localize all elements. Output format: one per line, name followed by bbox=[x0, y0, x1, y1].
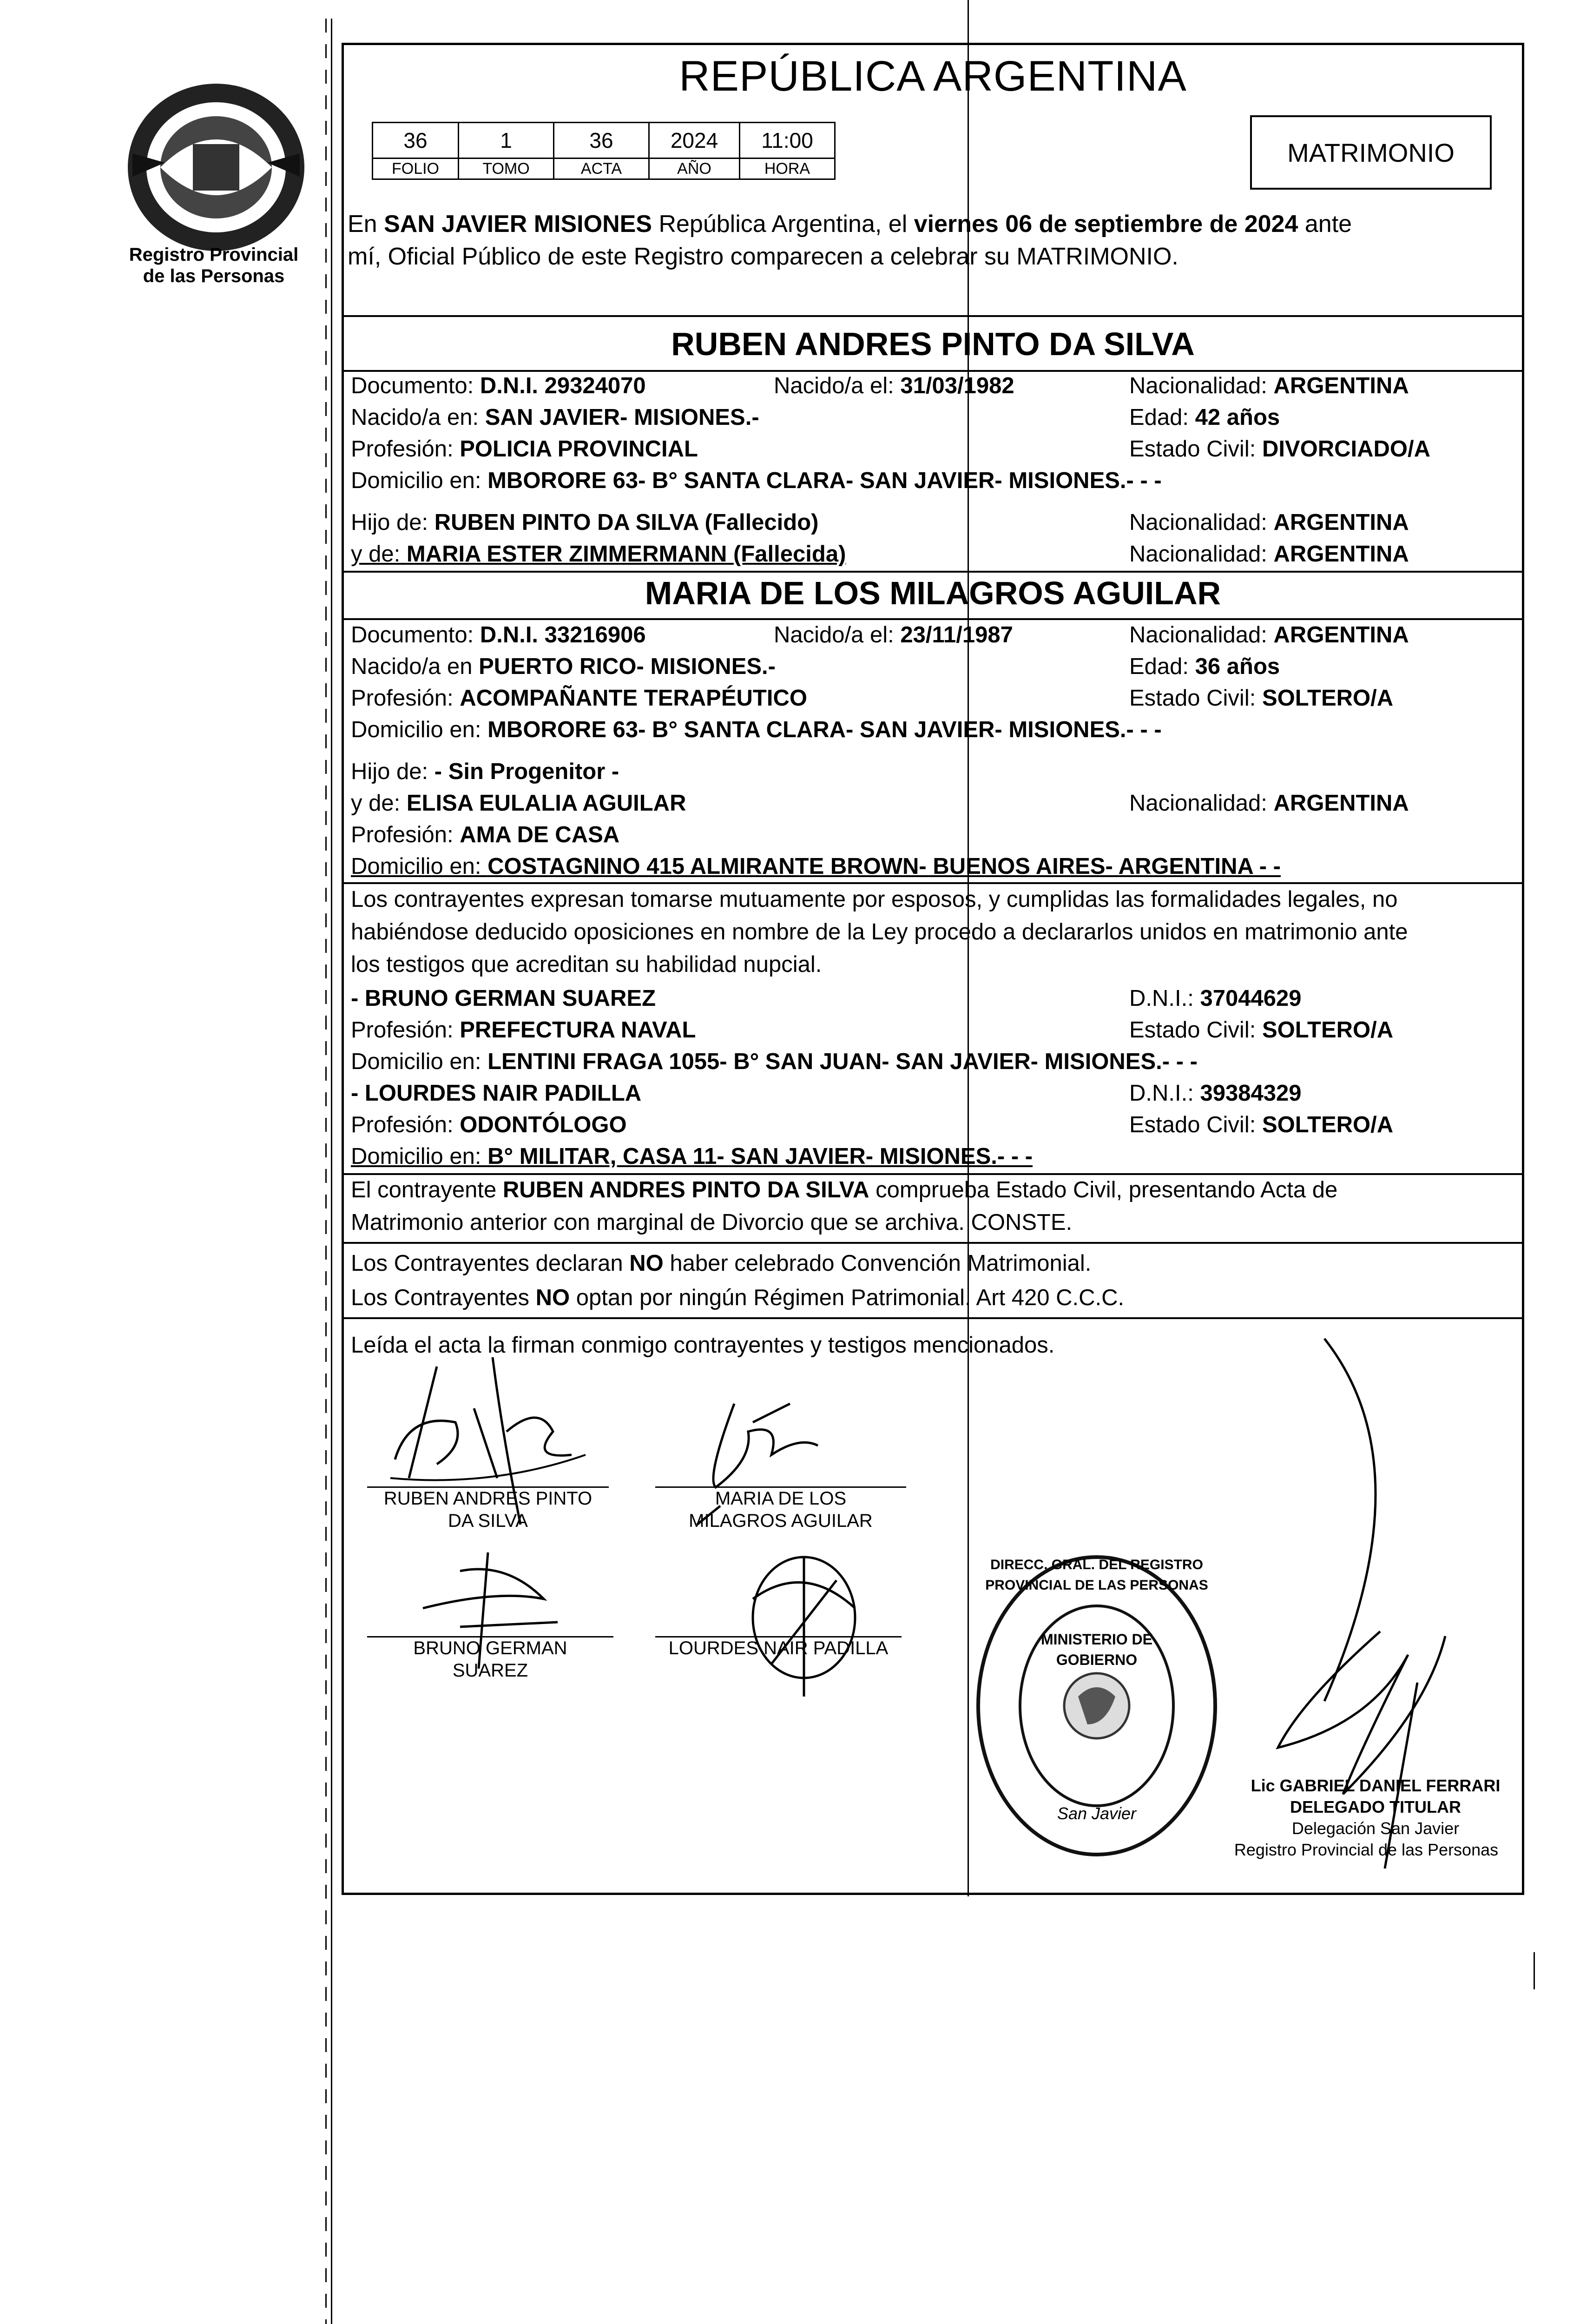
groom-nat-value: ARGENTINA bbox=[1273, 373, 1409, 398]
bride-sig-line1: MARIA DE LOS bbox=[715, 1488, 847, 1509]
groom-age bbox=[1129, 403, 1280, 431]
bride-mother-address-value: COSTAGNINO 415 ALMIRANTE BROWN- BUENOS AIRES- ARGENTINA - - bbox=[487, 854, 1281, 879]
groom-father-nat-value: ARGENTINA bbox=[1273, 510, 1409, 535]
witness-1-job-label: Profesión: bbox=[351, 1017, 460, 1043]
hora-value: 11:00 bbox=[740, 123, 835, 158]
groom-age-value: 42 años bbox=[1195, 405, 1280, 430]
witness-2-dni bbox=[1129, 1079, 1301, 1107]
civil-status-note-line-2: Matrimonio anterior con marginal de Divorcio que se archiva. CONSTE. bbox=[351, 1210, 1073, 1235]
groom-address bbox=[351, 467, 1162, 495]
declaration-line-2: habiéndose deducido oposiciones en nombre de la Ley procedo a declararlos unidos en matrimonio ante bbox=[351, 919, 1408, 944]
groom-sig-line2: DA SILVA bbox=[448, 1511, 528, 1531]
bride-mother-nat bbox=[1129, 789, 1409, 817]
witness-1-civil-label: Estado Civil: bbox=[1129, 1017, 1262, 1043]
intro-date: viernes 06 de septiembre de 2024 bbox=[914, 211, 1298, 238]
witness-1-name: - BRUNO GERMAN SUAREZ bbox=[351, 986, 656, 1011]
groom-father bbox=[351, 508, 818, 536]
divider-7 bbox=[344, 1242, 1524, 1244]
bride-birthplace bbox=[351, 653, 776, 680]
declaration-line-1: Los contrayentes expresan tomarse mutuamente por esposos, y cumplidas las formalidades legales, no bbox=[351, 887, 1398, 912]
intro-line-2: mí, Oficial Público de este Registro comparecen a celebrar su MATRIMONIO. bbox=[348, 243, 1178, 270]
intro-place: SAN JAVIER MISIONES bbox=[384, 211, 652, 238]
groom-mother-label: y de: bbox=[351, 541, 407, 567]
civil-note-prefix: El contrayente bbox=[351, 1177, 503, 1202]
bride-father-label: Hijo de: bbox=[351, 759, 434, 784]
witness-1-civil-value: SOLTERO/A bbox=[1262, 1017, 1394, 1043]
margin-line-1 bbox=[325, 19, 327, 2324]
bride-age bbox=[1129, 653, 1280, 680]
acta-label: ACTA bbox=[554, 158, 649, 179]
reg-bold: NO bbox=[535, 1285, 570, 1310]
folio-value: 36 bbox=[373, 123, 459, 158]
witness-2-civil-label: Estado Civil: bbox=[1129, 1112, 1262, 1137]
record-reference-table bbox=[372, 122, 836, 180]
civil-note-suffix: comprueba Estado Civil, presentando Acta de bbox=[869, 1177, 1338, 1202]
bride-job-value: ACOMPAÑANTE TERAPÉUTICO bbox=[460, 686, 807, 711]
groom-mother-nat-value: ARGENTINA bbox=[1273, 541, 1409, 567]
bride-nat bbox=[1129, 621, 1409, 649]
groom-father-label: Hijo de: bbox=[351, 510, 434, 535]
bride-nat-value: ARGENTINA bbox=[1273, 622, 1409, 647]
divider-3 bbox=[344, 571, 1524, 573]
groom-doc bbox=[351, 372, 646, 400]
groom-born-value: 31/03/1982 bbox=[900, 373, 1014, 398]
registry-label bbox=[112, 244, 316, 287]
intro-suffix: ante bbox=[1298, 211, 1352, 238]
civil-status-note bbox=[351, 1176, 1337, 1204]
witness-1-address bbox=[351, 1048, 1198, 1076]
bride-born-label: Nacido/a el: bbox=[774, 622, 901, 647]
divider-1 bbox=[344, 315, 1524, 317]
groom-civil-value: DIVORCIADO/A bbox=[1262, 436, 1431, 462]
witness-2-address-label: Domicilio en: bbox=[351, 1144, 488, 1169]
bride-mother-job bbox=[351, 821, 619, 849]
intro-line-1 bbox=[348, 210, 1352, 238]
divider-6 bbox=[344, 1173, 1524, 1175]
witness-2-job-label: Profesión: bbox=[351, 1112, 460, 1137]
groom-nat bbox=[1129, 372, 1409, 400]
officer-title: DELEGADO TITULAR bbox=[1290, 1797, 1461, 1816]
bride-mother-label: y de: bbox=[351, 791, 407, 816]
witness-1-address-label: Domicilio en: bbox=[351, 1049, 488, 1074]
bride-age-label: Edad: bbox=[1129, 654, 1195, 679]
bride-age-value: 36 años bbox=[1195, 654, 1280, 679]
misiones-province-seal bbox=[118, 74, 314, 260]
margin-line-2 bbox=[331, 19, 332, 2324]
bride-birthplace-label: Nacido/a en bbox=[351, 654, 479, 679]
bride-mother-nat-label: Nacionalidad: bbox=[1129, 791, 1274, 816]
registry-label-line1: Registro Provincial bbox=[129, 244, 299, 265]
bride-father-value: - Sin Progenitor - bbox=[434, 759, 619, 784]
acta-value: 36 bbox=[554, 123, 649, 158]
groom-nat-label: Nacionalidad: bbox=[1129, 373, 1274, 398]
groom-job-value: POLICIA PROVINCIAL bbox=[460, 436, 698, 462]
groom-mother-value: MARIA ESTER ZIMMERMANN (Fallecida) bbox=[406, 541, 846, 567]
witness-2-dni-label: D.N.I.: bbox=[1129, 1081, 1200, 1106]
witness-2-signature bbox=[725, 1543, 892, 1710]
conv-suffix: haber celebrado Convención Matrimonial. bbox=[663, 1251, 1092, 1276]
witness-2-address-value: B° MILITAR, CASA 11- SAN JAVIER- MISIONES.- - - bbox=[487, 1144, 1033, 1169]
witness-2-job bbox=[351, 1111, 627, 1139]
groom-mother bbox=[351, 540, 846, 568]
officer-registry: Registro Provincial de las Personas bbox=[1234, 1840, 1499, 1859]
witness1-sig-line1: BRUNO GERMAN bbox=[413, 1638, 567, 1658]
groom-mother-nat bbox=[1129, 540, 1409, 568]
witness-2-civil bbox=[1129, 1111, 1393, 1139]
hora-label: HORA bbox=[740, 158, 835, 179]
groom-address-value: MBORORE 63- B° SANTA CLARA- SAN JAVIER- MISIONES.- - - bbox=[487, 468, 1162, 493]
bride-civil-value: SOLTERO/A bbox=[1262, 686, 1394, 711]
groom-doc-label: Documento: bbox=[351, 373, 480, 398]
stamp-ring-text: DIRECC. GRAL. DEL REGISTRO PROVINCIAL DE LAS PERSONAS bbox=[985, 1557, 1208, 1593]
folio-label: FOLIO bbox=[373, 158, 459, 179]
groom-sig-line1: RUBEN ANDRES PINTO bbox=[383, 1488, 592, 1509]
conv-prefix: Los Contrayentes declaran bbox=[351, 1251, 630, 1276]
groom-signature bbox=[353, 1339, 641, 1534]
bride-mother-job-label: Profesión: bbox=[351, 822, 460, 847]
bride-doc-value: D.N.I. 33216906 bbox=[480, 622, 646, 647]
groom-address-label: Domicilio en: bbox=[351, 468, 488, 493]
witness-2-name: - LOURDES NAIR PADILLA bbox=[351, 1081, 642, 1106]
read-note: Leída el acta la firman conmigo contrayentes y testigos mencionados. bbox=[351, 1333, 1055, 1358]
witness-1-dni-label: D.N.I.: bbox=[1129, 986, 1200, 1011]
scan-mark-right bbox=[1534, 1952, 1535, 1989]
reg-prefix: Los Contrayentes bbox=[351, 1285, 536, 1310]
groom-birthplace bbox=[351, 403, 759, 431]
groom-birthplace-label: Nacido/a en: bbox=[351, 405, 485, 430]
groom-birthplace-value: SAN JAVIER- MISIONES.- bbox=[485, 405, 759, 430]
regime-note bbox=[351, 1284, 1124, 1312]
witness-1-dni-value: 37044629 bbox=[1200, 986, 1302, 1011]
reg-suffix: optan por ningún Régimen Patrimonial. Art 420 C.C.C. bbox=[570, 1285, 1125, 1310]
tomo-value: 1 bbox=[459, 123, 554, 158]
page-title: REPÚBLICA ARGENTINA bbox=[679, 53, 1187, 100]
bride-born bbox=[774, 621, 1013, 649]
bride-born-value: 23/11/1987 bbox=[900, 622, 1013, 647]
bride-nat-label: Nacionalidad: bbox=[1129, 622, 1274, 647]
groom-father-nat-label: Nacionalidad: bbox=[1129, 510, 1274, 535]
bride-mother-value: ELISA EULALIA AGUILAR bbox=[406, 791, 686, 816]
bride-mother-address-label: Domicilio en: bbox=[351, 854, 488, 879]
ano-label: AÑO bbox=[649, 158, 740, 179]
registry-label-line2: de las Personas bbox=[143, 266, 285, 286]
groom-age-label: Edad: bbox=[1129, 405, 1195, 430]
groom-born bbox=[774, 372, 1014, 400]
witness-1-signature bbox=[404, 1534, 590, 1673]
groom-job-label: Profesión: bbox=[351, 436, 460, 462]
divider-4 bbox=[344, 618, 1524, 620]
witness-1-civil bbox=[1129, 1016, 1393, 1044]
officer-office: Delegación San Javier bbox=[1291, 1819, 1460, 1838]
bride-address-value: MBORORE 63- B° SANTA CLARA- SAN JAVIER- MISIONES.- - - bbox=[487, 717, 1162, 742]
tomo-label: TOMO bbox=[459, 158, 554, 179]
record-type-box: MATRIMONIO bbox=[1250, 115, 1492, 190]
convention-note bbox=[351, 1249, 1091, 1277]
groom-father-nat bbox=[1129, 508, 1409, 536]
intro-prefix: En bbox=[348, 211, 384, 238]
stamp-inner-text: MINISTERIO DE GOBIERNO bbox=[1040, 1631, 1152, 1668]
bride-civil bbox=[1129, 684, 1393, 712]
witness-1-job-value: PREFECTURA NAVAL bbox=[460, 1017, 696, 1043]
conv-bold: NO bbox=[629, 1251, 664, 1276]
bride-address-label: Domicilio en: bbox=[351, 717, 488, 742]
civil-note-name: RUBEN ANDRES PINTO DA SILVA bbox=[502, 1177, 869, 1202]
witness-2-job-value: ODONTÓLOGO bbox=[460, 1112, 627, 1137]
bride-name: MARIA DE LOS MILAGROS AGUILAR bbox=[645, 575, 1221, 611]
officer-name: Lic GABRIEL DANIEL FERRARI bbox=[1251, 1776, 1501, 1795]
groom-job bbox=[351, 435, 698, 463]
groom-doc-value: D.N.I. 29324070 bbox=[480, 373, 646, 398]
bride-job-label: Profesión: bbox=[351, 686, 460, 711]
declaration-line-3: los testigos que acreditan su habilidad nupcial. bbox=[351, 952, 822, 977]
bride-signature bbox=[678, 1385, 911, 1534]
bride-civil-label: Estado Civil: bbox=[1129, 686, 1262, 711]
witness-2-address bbox=[351, 1142, 1033, 1170]
groom-mother-nat-label: Nacionalidad: bbox=[1129, 541, 1274, 567]
bride-job bbox=[351, 684, 807, 712]
bride-mother-address bbox=[351, 852, 1281, 880]
witness-1-address-value: LENTINI FRAGA 1055- B° SAN JUAN- SAN JAVIER- MISIONES.- - - bbox=[487, 1049, 1198, 1074]
witness-1-job bbox=[351, 1016, 696, 1044]
groom-civil bbox=[1129, 435, 1430, 463]
bride-sig-line2: MILAGROS AGUILAR bbox=[689, 1511, 873, 1531]
witness-1-dni bbox=[1129, 984, 1301, 1012]
bride-mother-nat-value: ARGENTINA bbox=[1273, 791, 1409, 816]
bride-birthplace-value: PUERTO RICO- MISIONES.- bbox=[479, 654, 776, 679]
groom-name: RUBEN ANDRES PINTO DA SILVA bbox=[671, 326, 1195, 362]
intro-mid: República Argentina, el bbox=[652, 211, 914, 238]
groom-father-value: RUBEN PINTO DA SILVA (Fallecido) bbox=[434, 510, 819, 535]
bride-father bbox=[351, 758, 619, 786]
divider-8 bbox=[344, 1317, 1524, 1319]
bride-address bbox=[351, 716, 1162, 744]
groom-civil-label: Estado Civil: bbox=[1129, 436, 1262, 462]
bride-mother-job-value: AMA DE CASA bbox=[460, 822, 620, 847]
ano-value: 2024 bbox=[649, 123, 740, 158]
bride-doc-label: Documento: bbox=[351, 622, 480, 647]
witness2-sig-line1: LOURDES NAIR PADILLA bbox=[668, 1638, 889, 1658]
stamp-city: San Javier bbox=[1057, 1804, 1137, 1823]
groom-born-label: Nacido/a el: bbox=[774, 373, 901, 398]
bride-doc bbox=[351, 621, 646, 649]
witness1-sig-line2: SUAREZ bbox=[452, 1660, 528, 1681]
witness-2-civil-value: SOLTERO/A bbox=[1262, 1112, 1394, 1137]
witness-2-dni-value: 39384329 bbox=[1200, 1081, 1302, 1106]
bride-mother bbox=[351, 789, 686, 817]
